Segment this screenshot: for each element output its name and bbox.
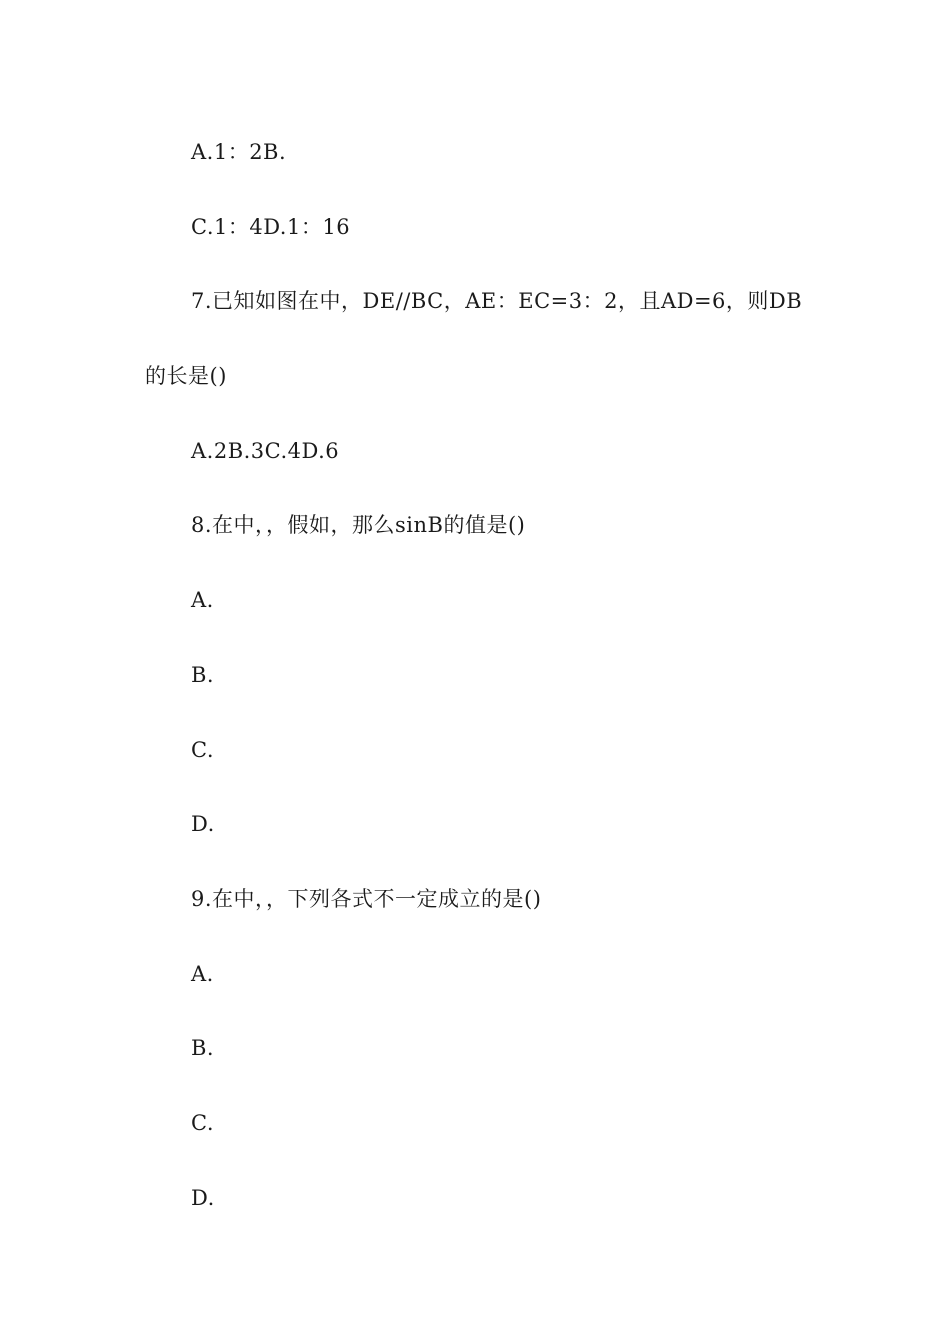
- q8-option-a: A.: [191, 588, 214, 612]
- q9-stem: 9.在中，，下列各式不一定成立的是(): [191, 887, 542, 911]
- q6-option-a-b: A.1：2B.: [191, 140, 287, 164]
- q9-option-b: B.: [191, 1036, 215, 1060]
- q6-option-c-d: C.1：4D.1：16: [191, 215, 351, 239]
- q7-options: A.2B.3C.4D.6: [191, 439, 340, 463]
- q7-stem-line-2: 的长是(): [145, 364, 227, 388]
- q8-option-c: C.: [191, 738, 214, 762]
- q9-option-a: A.: [191, 962, 214, 986]
- q7-stem-line-1: 7.已知如图在中，DE//BC，AE：EC=3：2，且AD=6，则DB: [191, 289, 803, 313]
- q8-option-d: D.: [191, 812, 215, 836]
- q8-stem: 8.在中，，假如，那么sinB的值是(): [191, 513, 526, 537]
- q8-option-b: B.: [191, 663, 215, 687]
- q9-option-d: D.: [191, 1186, 215, 1210]
- q9-option-c: C.: [191, 1111, 214, 1135]
